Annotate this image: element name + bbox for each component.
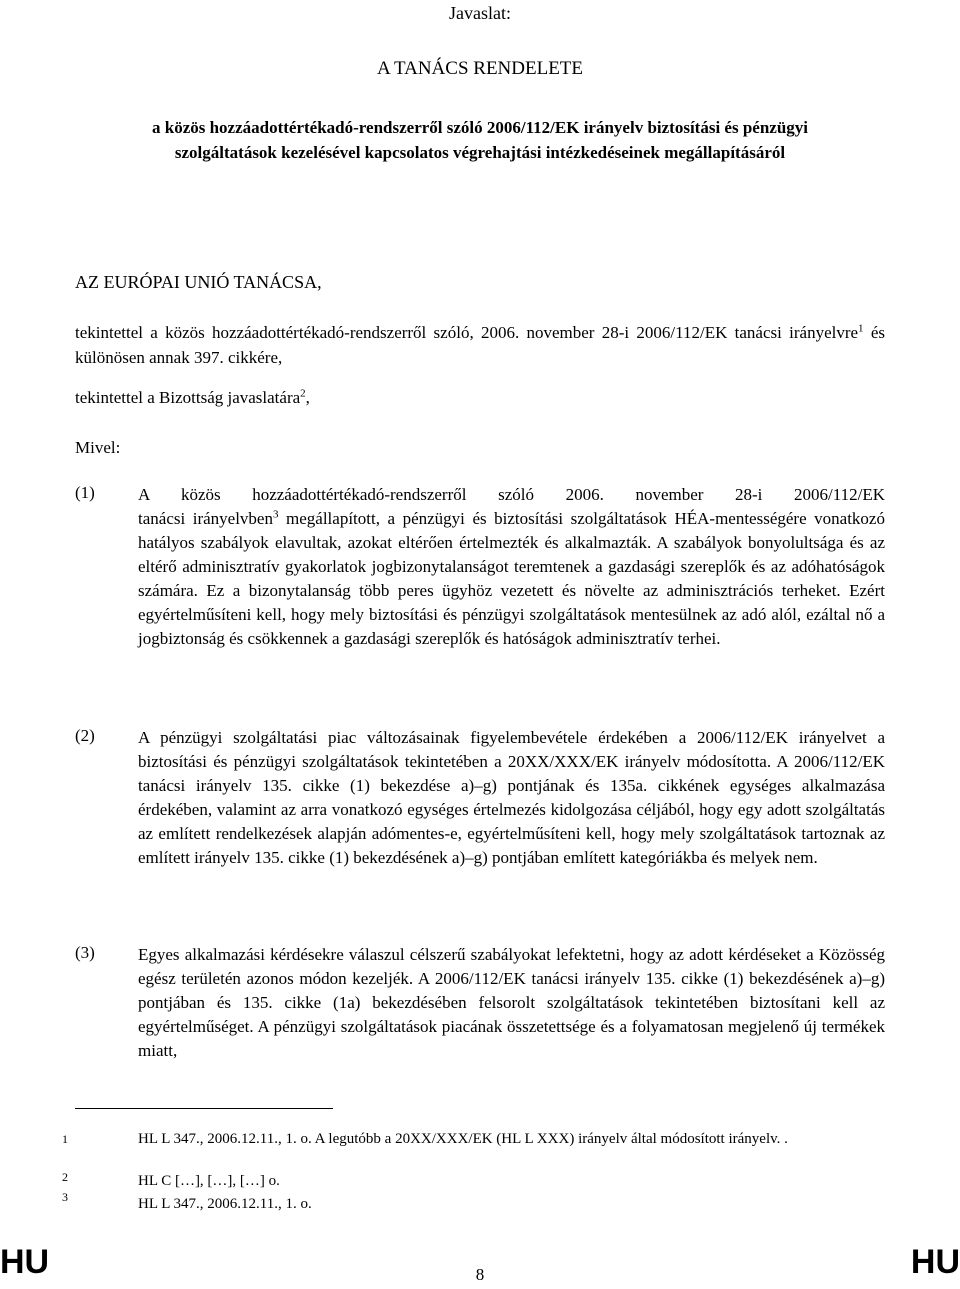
recital-number: (1) <box>75 483 95 502</box>
footnote-text: HL L 347., 2006.12.11., 1. o. A legutóbb a 20XX/XXX/EK (HL L XXX) irányelv által módosított irányelv. . <box>138 1131 788 1147</box>
council-heading: AZ EURÓPAI UNIÓ TANÁCSA, <box>75 272 322 292</box>
language-code-right: HU <box>910 1243 960 1281</box>
recital-number: (2) <box>75 726 95 745</box>
document-title: A TANÁCS RENDELETE <box>376 58 584 79</box>
having-regard-proposal-text-end: , <box>305 388 310 407</box>
footnote-separator <box>75 1108 333 1109</box>
footnote-text: HL L 347., 2006.12.11., 1. o. <box>138 1196 312 1212</box>
recital-text-first-line: A közös hozzáadottértékadó-rendszerről szóló 2006. november 28-i 2006/112/EK <box>138 485 885 504</box>
having-regard-directive-text-end: és különösen annak 397. cikkére, <box>75 323 885 367</box>
whereas-label: Mivel: <box>75 438 121 457</box>
recital-text-part: megállapított, a pénzügyi és biztosítási szolgáltatások HÉA-mentességére vonatkozó hatályos szabályok elavultak, azokat eltérően értelmezték és alkalmazták. A szabályok bonyolultsága és az eltérő adminisztratív gyakorlatok jogbizonytalanságot teremtenek a gazdasági szereplők és az adóhatóságok számára. Ez a bizonytalanság több peres ügyhöz vezetett és növelte az adminisztrációs terheket. Ezért egyértelműsíteni kell, hogy mely biztosítási és pénzügyi szolgáltatások mentesülnek az adó alól, ezáltal nő a jogbiztonság és csökkennek a gazdasági szereplők és hatóságok adminisztratív terhei. <box>138 509 885 648</box>
recital-text-part: tanácsi irányelvben <box>138 509 273 528</box>
having-regard-directive <box>75 320 885 370</box>
footnote-number: 3 <box>62 1190 68 1204</box>
recital-text: Egyes alkalmazási kérdésekre válaszul célszerű szabályokat lefektetni, hogy az adott kérdéseket a Közösség egész területén azonos módon kezeljék. A 2006/112/EK tanácsi irányelv 135. cikke (1) bekezdésének a)–g) pontjában és 135. cikke (1a) bekezdésében felsorolt szolgáltatások tekintetében biztosítani kell az egyértelműséget. A pénzügyi szolgáltatások piacának összetettsége és a folyamatosan megjelenő új termékek miatt, <box>138 945 885 1060</box>
having-regard-directive-text: tekintettel a közös hozzáadottértékadó-rendszerről szóló, 2006. november 28-i 2006/112/EK tanácsi irányelvre <box>75 323 859 342</box>
footnote-ref-3: 3 <box>272 508 279 521</box>
having-regard-proposal <box>75 388 310 408</box>
footnote-ref-2: 2 <box>300 387 306 400</box>
recital-number: (3) <box>75 943 95 962</box>
having-regard-proposal-text: tekintettel a Bizottság javaslatára <box>75 388 301 407</box>
document-subtitle: a közös hozzáadottértékadó-rendszerről szóló 2006/112/EK irányelv biztosítási és pénzügyi szolgáltatások kezelésével kapcsolatos végrehajtási intézkedéseinek megállapításáról <box>151 118 809 162</box>
page-number: 8 <box>475 1265 485 1284</box>
recital-text <box>138 483 885 651</box>
footnote-number: 2 <box>62 1170 68 1184</box>
proposal-label: Javaslat: <box>449 3 511 23</box>
footnote-number: 1 <box>62 1132 68 1146</box>
footnote-ref-1: 1 <box>858 322 864 335</box>
footnote-text: HL C […], […], […] o. <box>138 1173 280 1189</box>
language-code-left: HU <box>0 1243 50 1281</box>
recital-text: A pénzügyi szolgáltatási piac változásainak figyelembevétele érdekében a 2006/112/EK irányelvet a biztosítási és pénzügyi szolgáltatások tekintetében a 20XX/XXX/EK irányelv módosította. A 2006/112/EK tanácsi irányelv 135. cikke (1) bekezdése a)–g) pontjának és 135a. cikkének egységes alkalmazása érdekében, valamint az arra vonatkozó egységes értelmezés kidolgozása céljából, hogy egy adott szolgáltatás az említett rendelkezések alapján adómentes-e, egyértelműsíteni kell, hogy mely szolgáltatások tartoznak az említett irányelv 135. cikke (1) bekezdésének a)–g) pontjában említett kategóriákba és melyek nem. <box>138 728 885 867</box>
